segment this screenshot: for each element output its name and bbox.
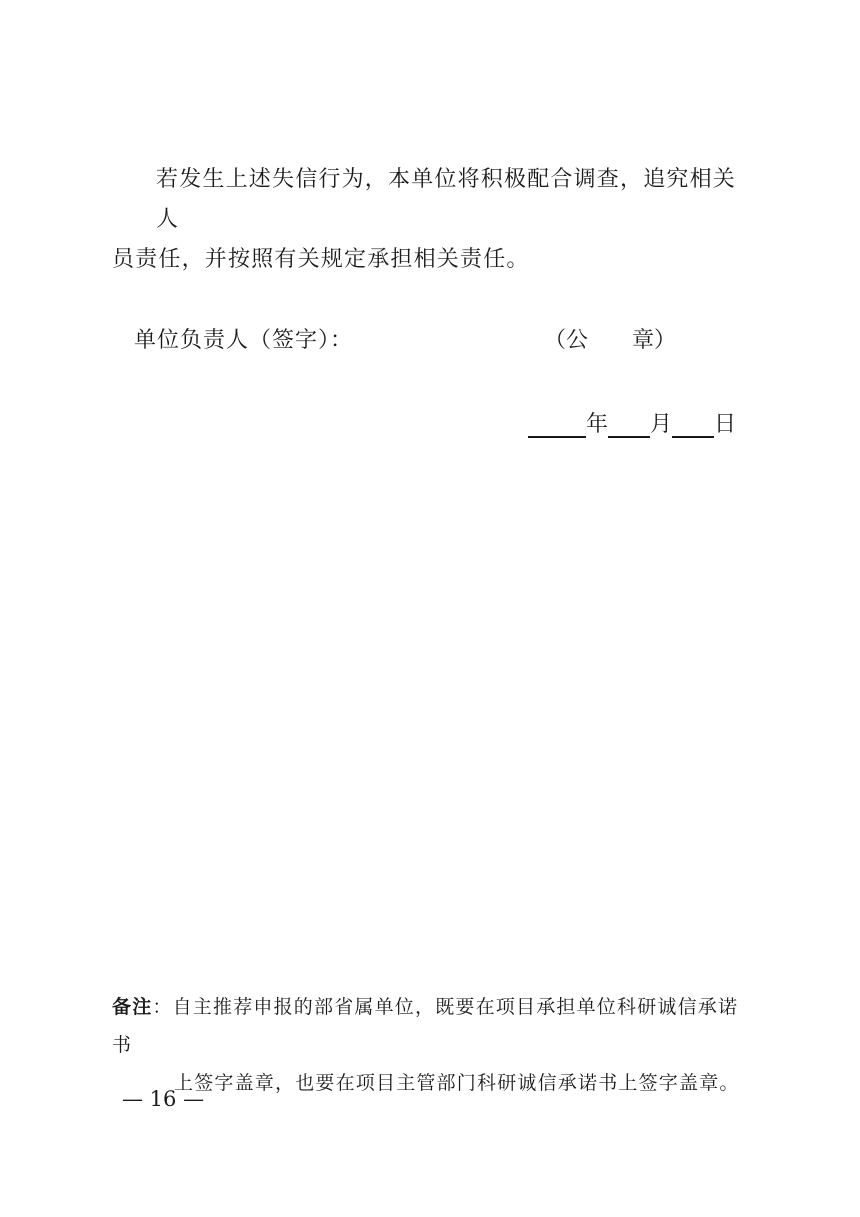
seal-label: （公 章） — [544, 328, 677, 353]
note-line-1: 自主推荐申报的部省属单位，既要在项目承担单位科研诚信承诺书 — [112, 996, 739, 1056]
page-number: — 16 — — [122, 1087, 205, 1111]
note-colon: ： — [152, 996, 173, 1018]
day-blank — [672, 412, 714, 438]
note-label: 备注 — [112, 996, 153, 1018]
day-label: 日 — [714, 412, 737, 437]
paragraph-line-1: 若发生上述失信行为，本单位将积极配合调查，追究相关人 — [156, 167, 737, 232]
year-blank — [528, 412, 586, 438]
year-label: 年 — [586, 412, 609, 437]
date-line — [528, 410, 736, 440]
paragraph-line-2: 员责任，并按照有关规定承担相关责任。 — [112, 247, 530, 272]
signer-label: 单位负责人（签字）： — [134, 328, 354, 353]
note-line-2: 上签字盖章，也要在项目主管部门科研诚信承诺书上签字盖章。 — [174, 1072, 740, 1094]
commitment-paragraph — [112, 160, 752, 280]
month-blank — [608, 412, 650, 438]
remark-note — [112, 988, 752, 1102]
month-label: 月 — [650, 412, 673, 437]
